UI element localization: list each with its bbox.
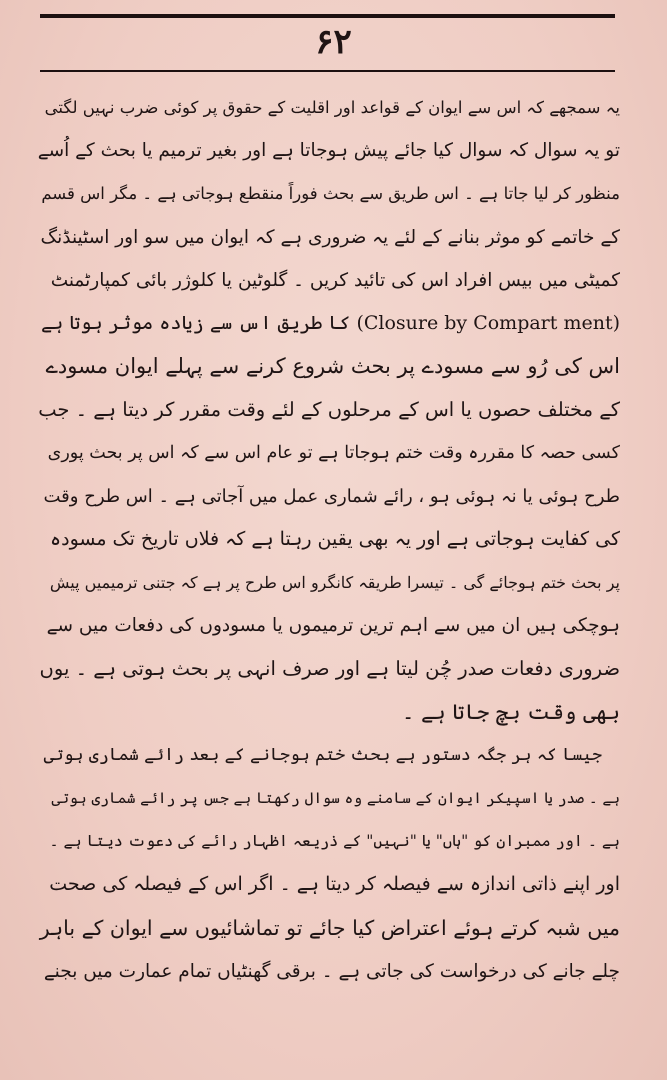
text-line: کے خاتمے کو موثر بنانے کے لئے یہ ضروری ہے کہ ایوان میں سو اور اسٹینڈنگ [40,226,620,248]
text-line: اور اپنے ذاتی اندازہ سے فیصلہ کر دیتا ہے ۔ اگر اس کے فیصلہ کی صحت [49,873,620,896]
text-line: اس کی رُو سے مسودے پر بحث شروع کرنے سے پہلے ایوان مسودے [45,354,620,379]
text-line: یہ سمجھے کہ اس سے ایوان کے قواعد اور اقلیت کے حقوق پر کوئی ضرب نہیں لگتی [44,98,620,117]
text-line: ہوچکی ہیں ان میں سے اہم ترین ترمیموں یا مسودوں کی دفعات میں سے [46,615,620,637]
top-rule [40,14,615,18]
text-line: ہے ۔ صدر یا اسپیکر ایوان کے سامنے وہ سوال رکھتا ہے جس پر رائے شماری ہوتی [51,789,620,807]
text-line: جیسا کہ ہر جگہ دستور ہے بحث ختم ہوجانے کے بعد رائے شماری ہوتی [43,744,602,765]
text-line: کے مختلف حصوں یا اس کے مرحلوں کے لئے وقت مقرر کر دیتا ہے ۔ جب [38,398,620,422]
text-line: منظور کر لیا جاتا ہے ۔ اس طریق سے بحث فوراً منقطع ہوجاتی ہے ۔ مگر اس قسم [41,184,620,204]
text-line: تو یہ سوال کہ سوال کیا جائے پیش ہوجاتا ہے اور بغیر ترمیم یا بحث کے اُسے [38,140,620,162]
text-line: طرح ہوئی یا نہ ہوئی ہو ، رائے شماری عمل میں آجاتی ہے ۔ اس طرح وقت [43,485,620,507]
text-line: ہے ۔ اور ممبران کو "ہاں" یا "نہیں" کے ذریعہ اظہار رائے کی دعوت دیتا ہے ۔ [49,832,620,851]
header-rule [40,70,615,72]
text-line: (Closure by Compart ment) کا طریق اس سے زیادہ موثر ہوتا ہے [40,311,620,334]
text-line: ضروری دفعات صدر چُن لیتا ہے اور صرف انہی پر بحث ہوتی ہے ۔ یوں [39,657,620,681]
text-line: بھی وقت بچ جاتا ہے ۔ [402,699,620,724]
text-line: پر بحث ختم ہوجائے گی ۔ تیسرا طریقہ کانگرو اس طرح پر ہے کہ جتنی ترمیمیں پیش [49,573,620,593]
text-line: کمیٹی میں بیس افراد اس کی تائید کریں ۔ گلوٹین یا کلوژر بائی کمپارٹمنٹ [50,269,620,291]
text-line: چلے جانے کی درخواست کی جاتی ہے ۔ برقی گھنٹیاں تمام عمارت میں بجنے [43,960,620,982]
body-text [38,86,620,993]
text-line: میں شبہ کرتے ہوئے اعتراض کیا جائے تو تماشائیوں سے ایوان کے باہر [39,915,620,940]
page-number: ۶۲ [315,22,352,62]
text-line: کی کفایت ہوجاتی ہے اور یہ بھی یقین رہتا ہے کہ فلاں تاریخ تک مسودہ [49,527,620,550]
text-line: کسی حصہ کا مقررہ وقت ختم ہوجاتا ہے تو عام اس سے کہ اس پر بحث پوری [47,442,620,463]
